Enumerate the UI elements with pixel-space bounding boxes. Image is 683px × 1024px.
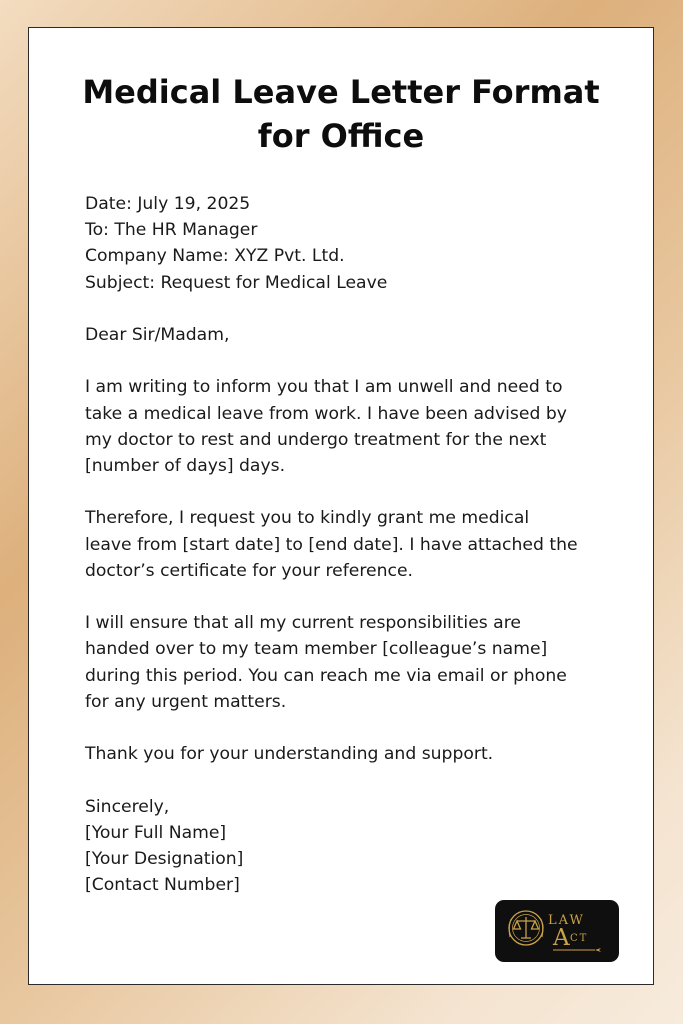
letter-body [85, 191, 625, 898]
logo-word-ct: CT [570, 933, 589, 944]
thanks-text: Thank you for your understanding and support. [85, 744, 494, 765]
paragraph-line: I am writing to inform you that I am unwell and need to [85, 377, 563, 398]
page-title [29, 70, 653, 158]
title-line-2: for Office [257, 117, 425, 155]
salutation [85, 322, 625, 348]
paragraph-line: [number of days] days. [85, 456, 286, 476]
paragraph-line: leave from [start date] to [end date]. I have attached the [85, 534, 578, 555]
company-line: Company Name: XYZ Pvt. Ltd. [85, 246, 345, 267]
logo-letter-a: A [553, 925, 570, 951]
logo-word-law: LAW [548, 913, 585, 928]
paragraph-3 [85, 610, 625, 715]
closing-block [85, 794, 625, 899]
paragraph-line: during this period. You can reach me via email or phone [85, 665, 567, 686]
signer-designation: [Your Designation] [85, 848, 244, 869]
salutation-text: Dear Sir/Madam, [85, 325, 230, 345]
sign-off: Sincerely, [85, 796, 170, 817]
date-line: Date: July 19, 2025 [85, 194, 251, 214]
logo-graphic [495, 900, 619, 962]
thanks-paragraph [85, 741, 625, 767]
paragraph-line: Therefore, I request you to kindly grant me medical [85, 508, 530, 529]
recipient-line: To: The HR Manager [85, 220, 258, 241]
letter-sheet [28, 27, 654, 985]
paragraph-1 [85, 374, 625, 479]
letter-header-block [85, 191, 625, 296]
paragraph-2 [85, 505, 625, 584]
paragraph-line: I will ensure that all my current responsibilities are [85, 613, 521, 634]
paragraph-line: my doctor to rest and undergo treatment for the next [85, 429, 547, 450]
title-line-1: Medical Leave Letter Format [82, 73, 600, 111]
scales-of-justice-icon [509, 911, 543, 945]
paragraph-line: take a medical leave from work. I have been advised by [85, 403, 567, 424]
paragraph-line: for any urgent matters. [85, 691, 287, 712]
law-act-logo [495, 900, 619, 962]
subject-line: Subject: Request for Medical Leave [85, 272, 388, 293]
signer-contact: [Contact Number] [85, 875, 240, 896]
paragraph-line: doctor’s certificate for your reference. [85, 560, 414, 581]
paragraph-line: handed over to my team member [colleague’s name] [85, 639, 548, 660]
signer-name: [Your Full Name] [85, 822, 227, 843]
